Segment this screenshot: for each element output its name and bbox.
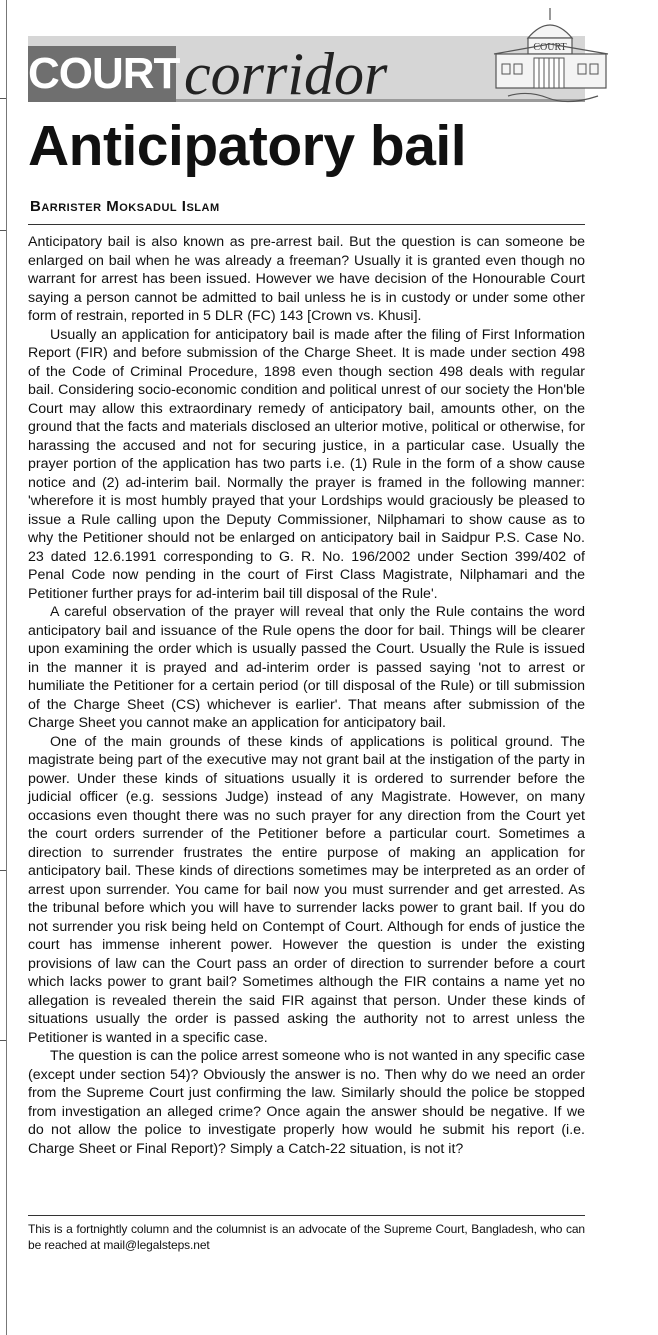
courthouse-icon [488,6,613,106]
logo-sign-text: COURT [533,42,567,53]
footnote-divider [28,1215,585,1216]
paragraph: Anticipatory bail is also known as pre-arrest bail. But the question is can someone be enlarged on bail when he was already a freeman? Usually it is granted even though no warrant for arrest has been issued. However we have decision of the Honourable Court saying a person cannot be admitted to bail unless he is in custody or under some other form of restrain, reported in 5 DLR (FC) 143 [Crown vs. Khusi]. [28,234,585,324]
margin-tick [0,870,6,871]
byline: Barrister Moksadul Islam [30,198,220,215]
paragraph: The question is can the police arrest someone who is not wanted in any specific case (except under section 54)? Obviously the answer is no. Then why do we need an order from the Supreme Court just confirming the law. Similarly should the police be stopped from investigation an alleged crime? Once again the answer should be negative. If we do not allow the police to investigate properly how would he submit his report (i.e. Charge Sheet or Final Report)? Simply a Catch-22 situation, is not it? [28,1048,585,1157]
article-body [28,233,585,1158]
paragraph: A careful observation of the prayer will reveal that only the Rule contains the word anticipatory bail and issuance of the Rule opens the door for bail. Things will be clearer upon examining the order which is usually passed the Court. Usually the Rule is issued in the manner it is prayed and ad-interim order is passed saying 'not to arrest or humiliate the Petitioner for a certain period (or till disposal of the Rule) or till submission of the Charge Sheet (CS) whichever is earlier'. That means after submission of the Charge Sheet you cannot make an application for anticipatory bail. [28,604,585,731]
margin-tick [0,230,6,231]
masthead-court-label: COURT [28,46,176,102]
byline-divider [28,224,585,225]
masthead-corridor-label: corridor [184,41,388,107]
margin-tick [0,1040,6,1041]
columnist-note: This is a fortnightly column and the columnist is an advocate of the Supreme Court, Bangladesh, who can be reached at mail@legalsteps.net [28,1222,585,1252]
paragraph: Usually an application for anticipatory bail is made after the filing of First Information Report (FIR) and before submission of the Charge Sheet. It is made under section 498 of the Code of Criminal Procedure, 1898 even though section 498 deals with regular bail. Considering socio-economic condition and political unrest of our society the Hon'ble Court may allow this extraordinary remedy of anticipatory bail, amounts other, on the ground that the facts and materials disclosed an ulterior motive, political or otherwise, for harassing the accused and not for securing justice, in a particular case. Usually the prayer portion of the application has two parts i.e. (1) Rule in the form of a show cause notice and (2) ad-interim bail. Normally the prayer is framed in the following manner: 'wherefore it is most humbly prayed that your Lordships would graciously be pleased to issue a Rule calling upon the Deputy Commissioner, Nilphamari to show cause as to why the Petitioner should not be enlarged on anticipatory bail in Saidpur P.S. Case No. 23 dated 12.6.1991 corresponding to G. R. No. 196/2002 under Section 399/402 of Penal Code now pending in the court of First Class Magistrate, Nilphamari and the Petitioner further prays for ad-interim bail till disposal of the Rule'. [28,326,585,602]
paragraph: One of the main grounds of these kinds of applications is political ground. The magistrate being part of the executive may not grant bail at the instigation of the party in power. Under these kinds of situations usually it is ordered to surrender before the judicial officer (e.g. sessions Judge) instead of any Magistrate. However, on many occasions even thought there was no such prayer for any direction from the Court yet the court orders surrender of the Petitioner before a particular court. Sometimes a direction to surrender frustrates the entire purpose of making an application for anticipatory bail. These kinds of directions sometimes may be interpreted as an order of arrest upon surrender. You came for bail now you must surrender and get arrested. As the tribunal before which you will have to surrender lacks power to grant bail. If you do not surrender you risk being held on Contempt of Court. Although for ends of justice the court has immense inherent power. However the question is under the existing provisions of law can the Court pass an order of direction to surrender before a court which lacks power to grant bail? Sometimes although the FIR contains a name yet no allegation is revealed therein the said FIR against that person. Under these kinds of situations usually the order is passed asking the authority not to arrest unless the Petitioner is wanted in a specific case. [28,733,585,1046]
headline: Anticipatory bail [28,114,467,178]
column-masthead [28,36,585,107]
page-margin-rule [6,0,7,1335]
margin-tick [0,98,6,99]
